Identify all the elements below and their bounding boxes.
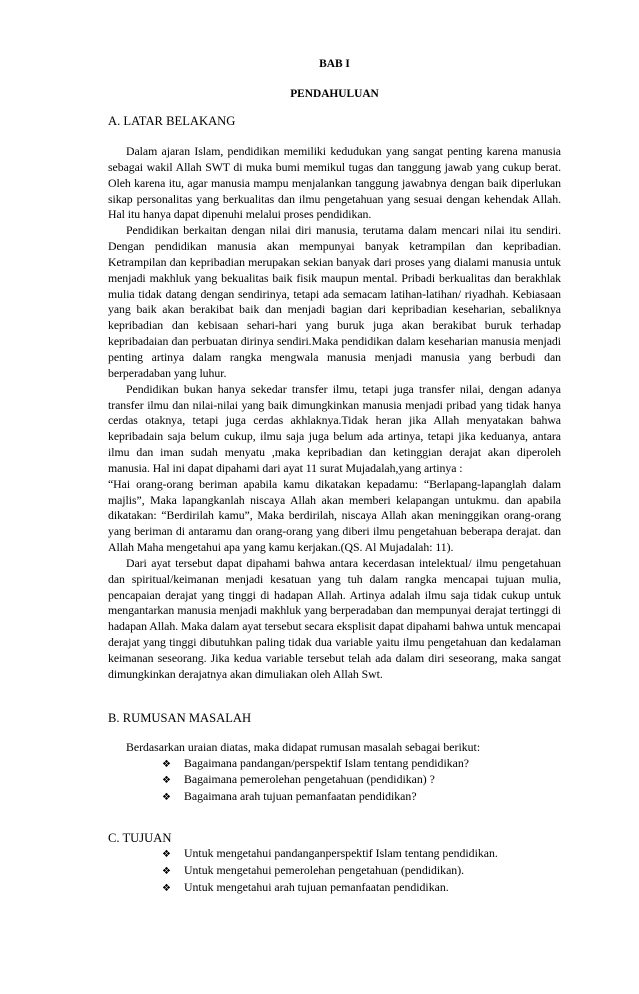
latar-belakang-body <box>108 144 561 683</box>
paragraph: Dari ayat tersebut dapat dipahami bahwa antara kecerdasan intelektual/ ilmu pengetahuan dan spiritual/keimanan menjadi kesatuan yang tuh dalam rangka mencapai tujuan mulia, pencapaian derajat yang tinggi di hadapan Allah. Artinya adalah ilmu saja tidak cukup untuk mengantarkan manusia menjadi makhluk yang berperadaban dan mempunyai derajat tertinggi di hadapan Allah. Maka dalam ayat tersebut secara eksplisit dapat dipahami bahwa untuk mencapai derajat yang tinggi dibutuhkan paling tidak dua variable yaitu ilmu pengetahuan dan kedalaman keimanan seseorang. Jika kedua variable tersebut telah ada dalam diri seseorang, maka sangat dimungkinkan derajatnya akan dimuliakan oleh Allah Swt. <box>108 555 561 681</box>
list-item <box>162 863 561 880</box>
chapter-number: BAB I <box>319 58 350 70</box>
list-item-text: Untuk mengetahui arah tujuan pemanfaatan pendidikan. <box>184 879 449 894</box>
list-item-text: Bagaimana pandangan/perspektif Islam tentang pendidikan? <box>184 755 469 770</box>
rumusan-list <box>108 756 561 807</box>
rumusan-intro: Berdasarkan uraian diatas, maka didapat rumusan masalah sebagai berikut: <box>126 739 481 754</box>
paragraph: Pendidikan berkaitan dengan nilai diri manusia, terutama dalam mencari nilai itu sendiri. Dengan pendidikan manusia akan mempunyai banyak ketrampilan dan kepribadian. Ketrampilan dan kepribadian merupakan sekian banyak dari proses yang dialami manusia untuk menjadi makhluk yang bekualitas baik fisik maupun mental. Pribadi berkualitas dan berakhlak mulia tidak datang dengan sendirinya, tetapi ada semacam latihan-latihan/ riyadhah. Kebiasaan yang baik akan berakibat baik dan menjadi bagian dari kepribadian keseharian, sebaliknya kepribadian dan kebisaan sehari-hari yang buruk juga akan berakibat buruk terhadap kepribadaian dan perbuatan dirinya sendiri.Maka pendidikan dalam keseharian manusia menjadi penting artinya dalam rangka mengwala manusia menjadi manusia yang berbudi dan berperadaban yang luhur. <box>108 223 561 380</box>
chapter-title: PENDAHULUAN <box>290 88 379 100</box>
diamond-bullet-icon: ❖ <box>162 792 171 804</box>
diamond-bullet-icon: ❖ <box>162 865 171 877</box>
list-item-text: Untuk mengetahui pandanganperspektif Islam tentang pendidikan. <box>184 846 498 861</box>
list-item <box>162 772 561 789</box>
list-item-text: Bagaimana arah tujuan pemanfaatan pendidikan? <box>184 789 417 804</box>
paragraph: Pendidikan bukan hanya sekedar transfer ilmu, tetapi juga transfer nilai, dengan adanya transfer ilmu dan nilai-nilai yang baik dimungkinkan manusia menjadi pribad yang tidak hanya cerdas otaknya, tetapi juga cerdas akhlaknya.Tidak heran jika Allah menyatakan bahwa kepribadain saja belum cukup, ilmu saja juga belum ada artinya, tetapi jika keduanya, antara ilmu dan iman sudah menyatu ,maka kepribadian dan ketinggian derajat akan diperoleh manusia. Hal ini dapat dipahami dari ayat 11 surat Mujadalah,yang artinya : <box>108 381 561 475</box>
list-item <box>162 880 561 897</box>
section-heading-rumusan-masalah: B. RUMUSAN MASALAH <box>108 710 252 725</box>
section-heading-latar-belakang: A. LATAR BELAKANG <box>108 114 236 128</box>
list-item <box>162 756 561 773</box>
section-heading-tujuan: C. TUJUAN <box>108 831 172 846</box>
diamond-bullet-icon: ❖ <box>162 775 171 787</box>
diamond-bullet-icon: ❖ <box>162 849 171 861</box>
quote-paragraph: “Hai orang-orang beriman apabila kamu dikatakan kepadamu: “Berlapang-lapanglah dalam majlis”, Maka lapangkanlah niscaya Allah akan memberi kelapangan untukmu. dan apabila dikatakan: “Berdirilah kamu”, Maka berdirilah, niscaya Allah akan meninggikan orang-orang yang beriman di antaramu dan orang-orang yang diberi ilmu pengetahuan beberapa derajat. dan Allah Maha mengetahui apa yang kamu kerjakan.(QS. Al Mujadalah: 11). <box>108 476 561 555</box>
paragraph: Dalam ajaran Islam, pendidikan memiliki kedudukan yang sangat penting karena manusia sebagai wakil Allah SWT di muka bumi memikul tugas dan tanggung jawab yang cukup berat. Oleh karena itu, agar manusia mampu menjalankan tanggung jawabnya dengan baik diperlukan sikap personalitas yang berkualitas dan ilmu pengetahuan yang sesuai dengan kehendak Allah. Hal itu hanya dapat dipenuhi melalui proses pendidikan. <box>108 144 561 222</box>
list-item <box>162 789 561 806</box>
diamond-bullet-icon: ❖ <box>162 758 171 770</box>
diamond-bullet-icon: ❖ <box>162 882 171 894</box>
list-item-text: Untuk mengetahui pemerolehan pengetahuan (pendidikan). <box>184 862 465 877</box>
list-item-text: Bagaimana pemerolehan pengetahuan (pendidikan) ? <box>184 772 435 787</box>
tujuan-list <box>108 846 561 897</box>
list-item <box>162 846 561 863</box>
